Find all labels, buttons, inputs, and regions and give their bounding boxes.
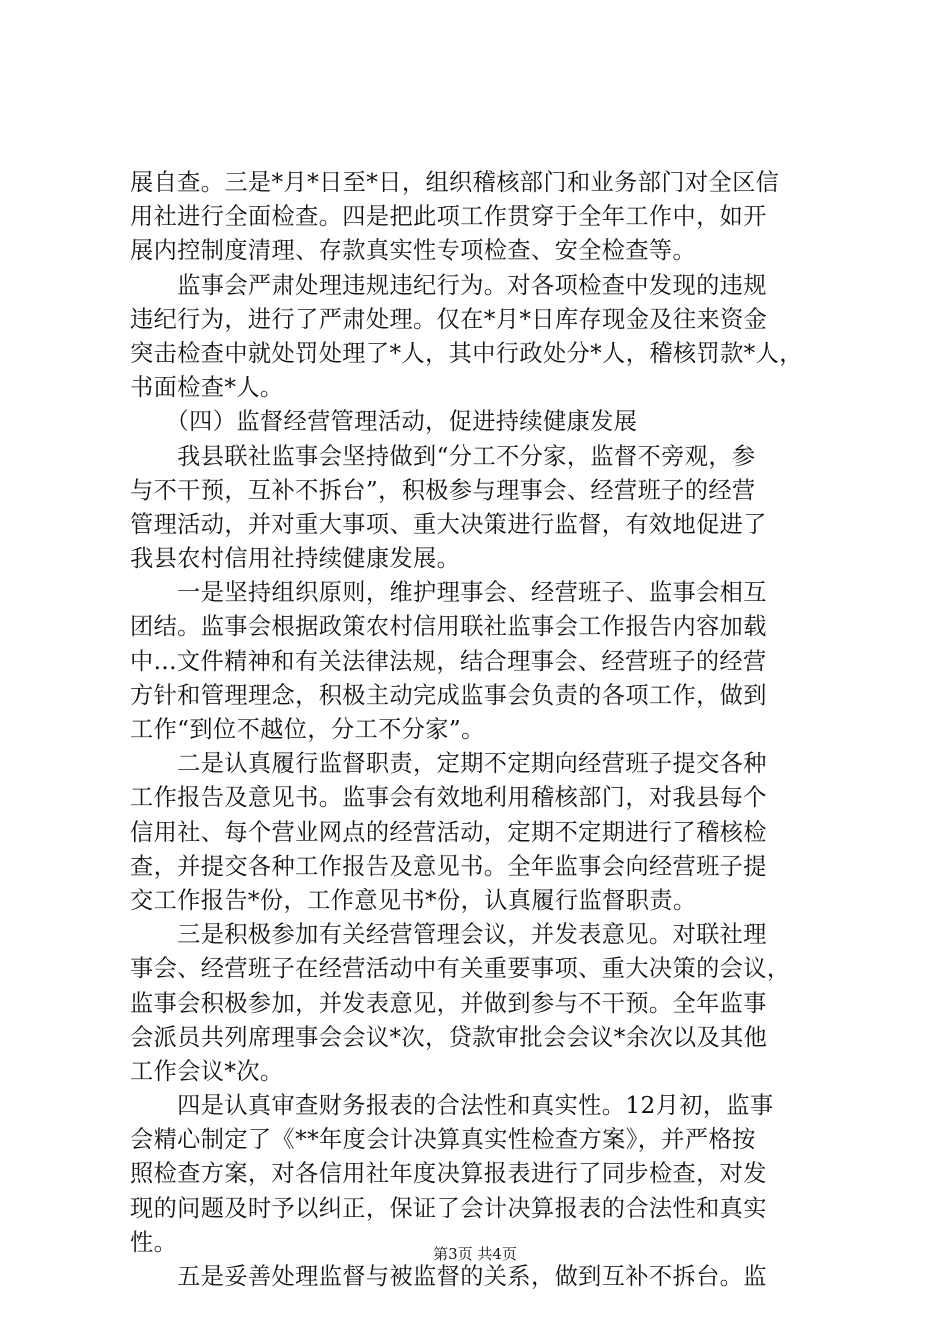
text-line: 监事会积极参加，并发表意见，并做到参与不干预。全年监事 xyxy=(130,989,767,1017)
page-footer xyxy=(0,1244,950,1264)
text-line: 团结。监事会根据政策农村信用联社监事会工作报告内容加载 xyxy=(130,613,767,641)
text-line: 工作会议*次。 xyxy=(130,1057,284,1085)
text-line: 会派员共列席理事会会议*次，贷款审批会会议*余次以及其他 xyxy=(130,1023,768,1051)
text-line: 五是妥善处理监督与被监督的关系，做到互补不拆台。监 xyxy=(130,1263,767,1290)
text-line: 一是坚持组织原则，维护理事会、经营班子、监事会相互 xyxy=(130,579,767,607)
text-line: 我县农村信用社持续健康发展。 xyxy=(130,545,461,573)
text-line: 现的问题及时予以纠正，保证了会计决算报表的合法性和真实 xyxy=(130,1194,767,1222)
text-line: 监事会严肃处理违规违纪行为。对各项检查中发现的违规 xyxy=(130,271,767,299)
text-line: 方针和管理理念，积极主动完成监事会负责的各项工作，做到 xyxy=(130,681,767,709)
text-line: 违纪行为，进行了严肃处理。仅在*月*日库存现金及往来资金 xyxy=(130,305,768,333)
text-line: 展内控制度清理、存款真实性专项检查、安全检查等。 xyxy=(130,237,697,265)
text-line: 用社进行全面检查。四是把此项工作贯穿于全年工作中，如开 xyxy=(130,203,767,231)
text-line: 二是认真履行监督职责，定期不定期向经营班子提交各种 xyxy=(130,750,767,778)
text-line: 查，并提交各种工作报告及意见书。全年监事会向经营班子提 xyxy=(130,852,767,880)
text-line: 信用社、每个营业网点的经营活动，定期不定期进行了稽核检 xyxy=(130,818,767,846)
text-line: 与不干预，互补不拆台”，积极参与理事会、经营班子的经营 xyxy=(130,476,756,504)
text-line: 四是认真审查财务报表的合法性和真实性。12月初，监事 xyxy=(130,1092,774,1120)
body-text xyxy=(130,166,830,1294)
text-line: 我县联社监事会坚持做到“分工不分家，监督不旁观，参 xyxy=(130,442,756,470)
text-line: 性。 xyxy=(130,1228,178,1256)
section-heading: （四）监督经营管理活动，促进持续健康发展 xyxy=(130,408,638,436)
text-line: 会精心制定了《**年度会计决算真实性检查方案》，并严格按 xyxy=(130,1126,756,1154)
text-line: 突击检查中就处罚处理了*人，其中行政处分*人，稽核罚款*人， xyxy=(130,339,803,367)
text-line: 照检查方案，对各信用社年度决算报表进行了同步检查，对发 xyxy=(130,1160,767,1188)
text-line: 书面检查*人。 xyxy=(130,374,284,402)
text-line: 事会、经营班子在经营活动中有关重要事项、重大决策的会议， xyxy=(130,955,791,983)
text-line: 展自查。三是*月*日至*日，组织稽核部门和业务部门对全区信 xyxy=(130,169,780,196)
text-line: 交工作报告*份，工作意见书*份，认真履行监督职责。 xyxy=(130,886,697,914)
text-line: 中...文件精神和有关法律法规，结合理事会、经营班子的经营 xyxy=(130,647,767,675)
text-line: 管理活动，并对重大事项、重大决策进行监督，有效地促进了 xyxy=(130,510,767,538)
page-number: 第3页 共4页 xyxy=(433,1245,517,1263)
text-line: 工作报告及意见书。监事会有效地利用稽核部门，对我县每个 xyxy=(130,784,767,812)
text-line: 三是积极参加有关经营管理会议，并发表意见。对联社理 xyxy=(130,921,767,949)
text-line: 工作“到位不越位，分工不分家”。 xyxy=(130,716,485,743)
